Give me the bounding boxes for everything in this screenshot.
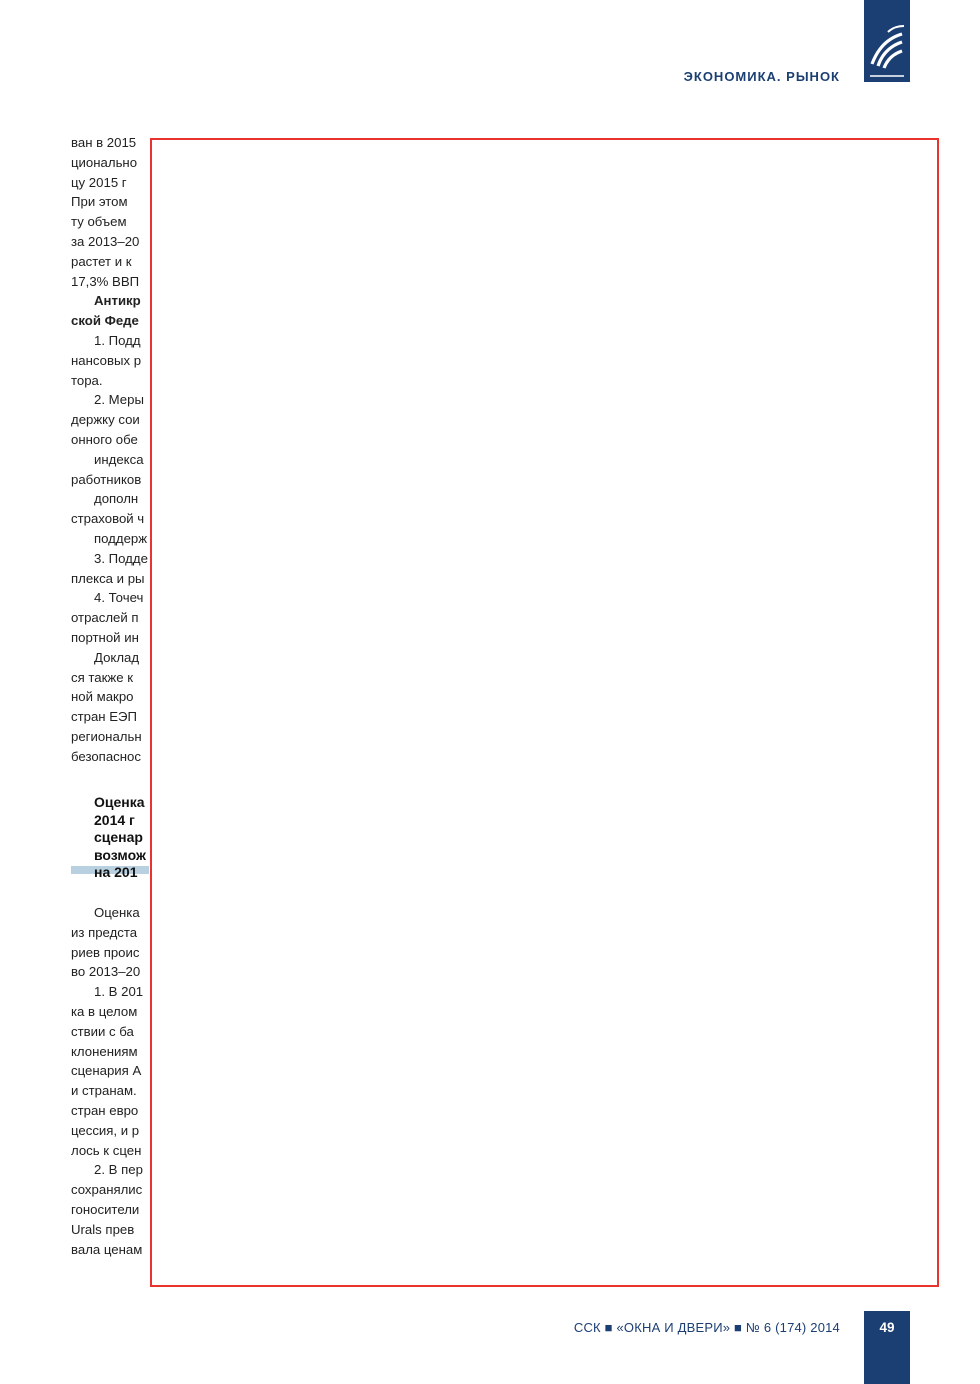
text-line: гоносители	[71, 1201, 140, 1217]
text-line: нансовых р	[71, 352, 142, 368]
text-line: держку сои	[71, 412, 140, 428]
heading-line: 2014 г	[94, 811, 135, 828]
publisher-logo	[864, 0, 910, 82]
text-line: лось к сцен	[71, 1142, 142, 1158]
text-line: поддерж	[94, 530, 148, 546]
text-line: ствии с ба	[71, 1023, 134, 1039]
text-line: ту объем	[71, 214, 127, 230]
text-line: сохранялис	[71, 1182, 143, 1198]
subheading-line: ской Феде	[71, 313, 139, 329]
heading-line: на 201	[94, 864, 138, 881]
text-line: растет и к	[71, 253, 132, 269]
text-line: цу 2015 г	[71, 174, 127, 190]
footer-text: ССК ■ «ОКНА И ДВЕРИ» ■ № 6 (174) 2014	[573, 1320, 840, 1335]
text-line: ка в целом	[71, 1003, 138, 1019]
text-line: 1. Подд	[94, 332, 141, 348]
text-line: индекса	[94, 451, 144, 467]
text-line: клонениям	[71, 1043, 138, 1059]
text-line: Оценка	[94, 905, 140, 920]
heading-line: возмож	[94, 846, 146, 863]
text-line: 17,3% ВВП	[71, 273, 140, 289]
text-line: работников	[71, 471, 142, 487]
section-title: ЭКОНОМИКА. РЫНОК	[683, 69, 840, 84]
text-line: При этом	[71, 194, 128, 210]
text-line: 3. Подде	[94, 550, 148, 566]
page-number: 49	[879, 1320, 895, 1335]
text-line: тора.	[71, 372, 103, 388]
text-line: безопаснос	[71, 748, 141, 764]
text-line: стран ЕЭП	[71, 709, 138, 725]
text-line: 1. В 201	[94, 984, 144, 1000]
text-line: 2. Меры	[94, 392, 144, 408]
subheading-line: Антикр	[94, 293, 141, 309]
text-line: портной ин	[71, 629, 139, 645]
text-line: вала ценам	[71, 1241, 143, 1257]
text-line: региональн	[71, 728, 142, 744]
text-line: 4. Точеч	[94, 590, 144, 606]
text-line: во 2013–20	[71, 964, 141, 980]
text-line: стран евро	[71, 1102, 139, 1118]
section-heading	[94, 794, 146, 882]
text-line: из предста	[71, 924, 138, 940]
text-line: ван в 2015	[71, 135, 137, 150]
logo-icon	[864, 0, 910, 82]
redaction-overlay	[150, 138, 939, 1287]
text-line: Urals прев	[71, 1221, 135, 1237]
text-line: плекса и ры	[71, 570, 145, 586]
text-line: Доклад	[94, 649, 140, 665]
heading-line: сценар	[94, 829, 143, 846]
text-line: и странам.	[71, 1083, 137, 1099]
text-line: сценария А	[71, 1063, 142, 1079]
text-line: ной макро	[71, 689, 134, 705]
page-number-box	[864, 1311, 910, 1384]
heading-line: Оценка	[94, 794, 145, 810]
text-line: циональнo	[71, 154, 138, 170]
text-line: риев проис	[71, 944, 140, 960]
text-line: отраслей п	[71, 610, 139, 626]
text-line: цессия, и р	[71, 1122, 140, 1138]
text-line: за 2013–20	[71, 233, 140, 249]
text-line: страховой ч	[71, 511, 145, 527]
text-line: онного обе	[71, 431, 138, 447]
text-line: 2. В пер	[94, 1162, 143, 1178]
text-line: дополн	[94, 491, 139, 507]
text-line: ся также к	[71, 669, 133, 685]
